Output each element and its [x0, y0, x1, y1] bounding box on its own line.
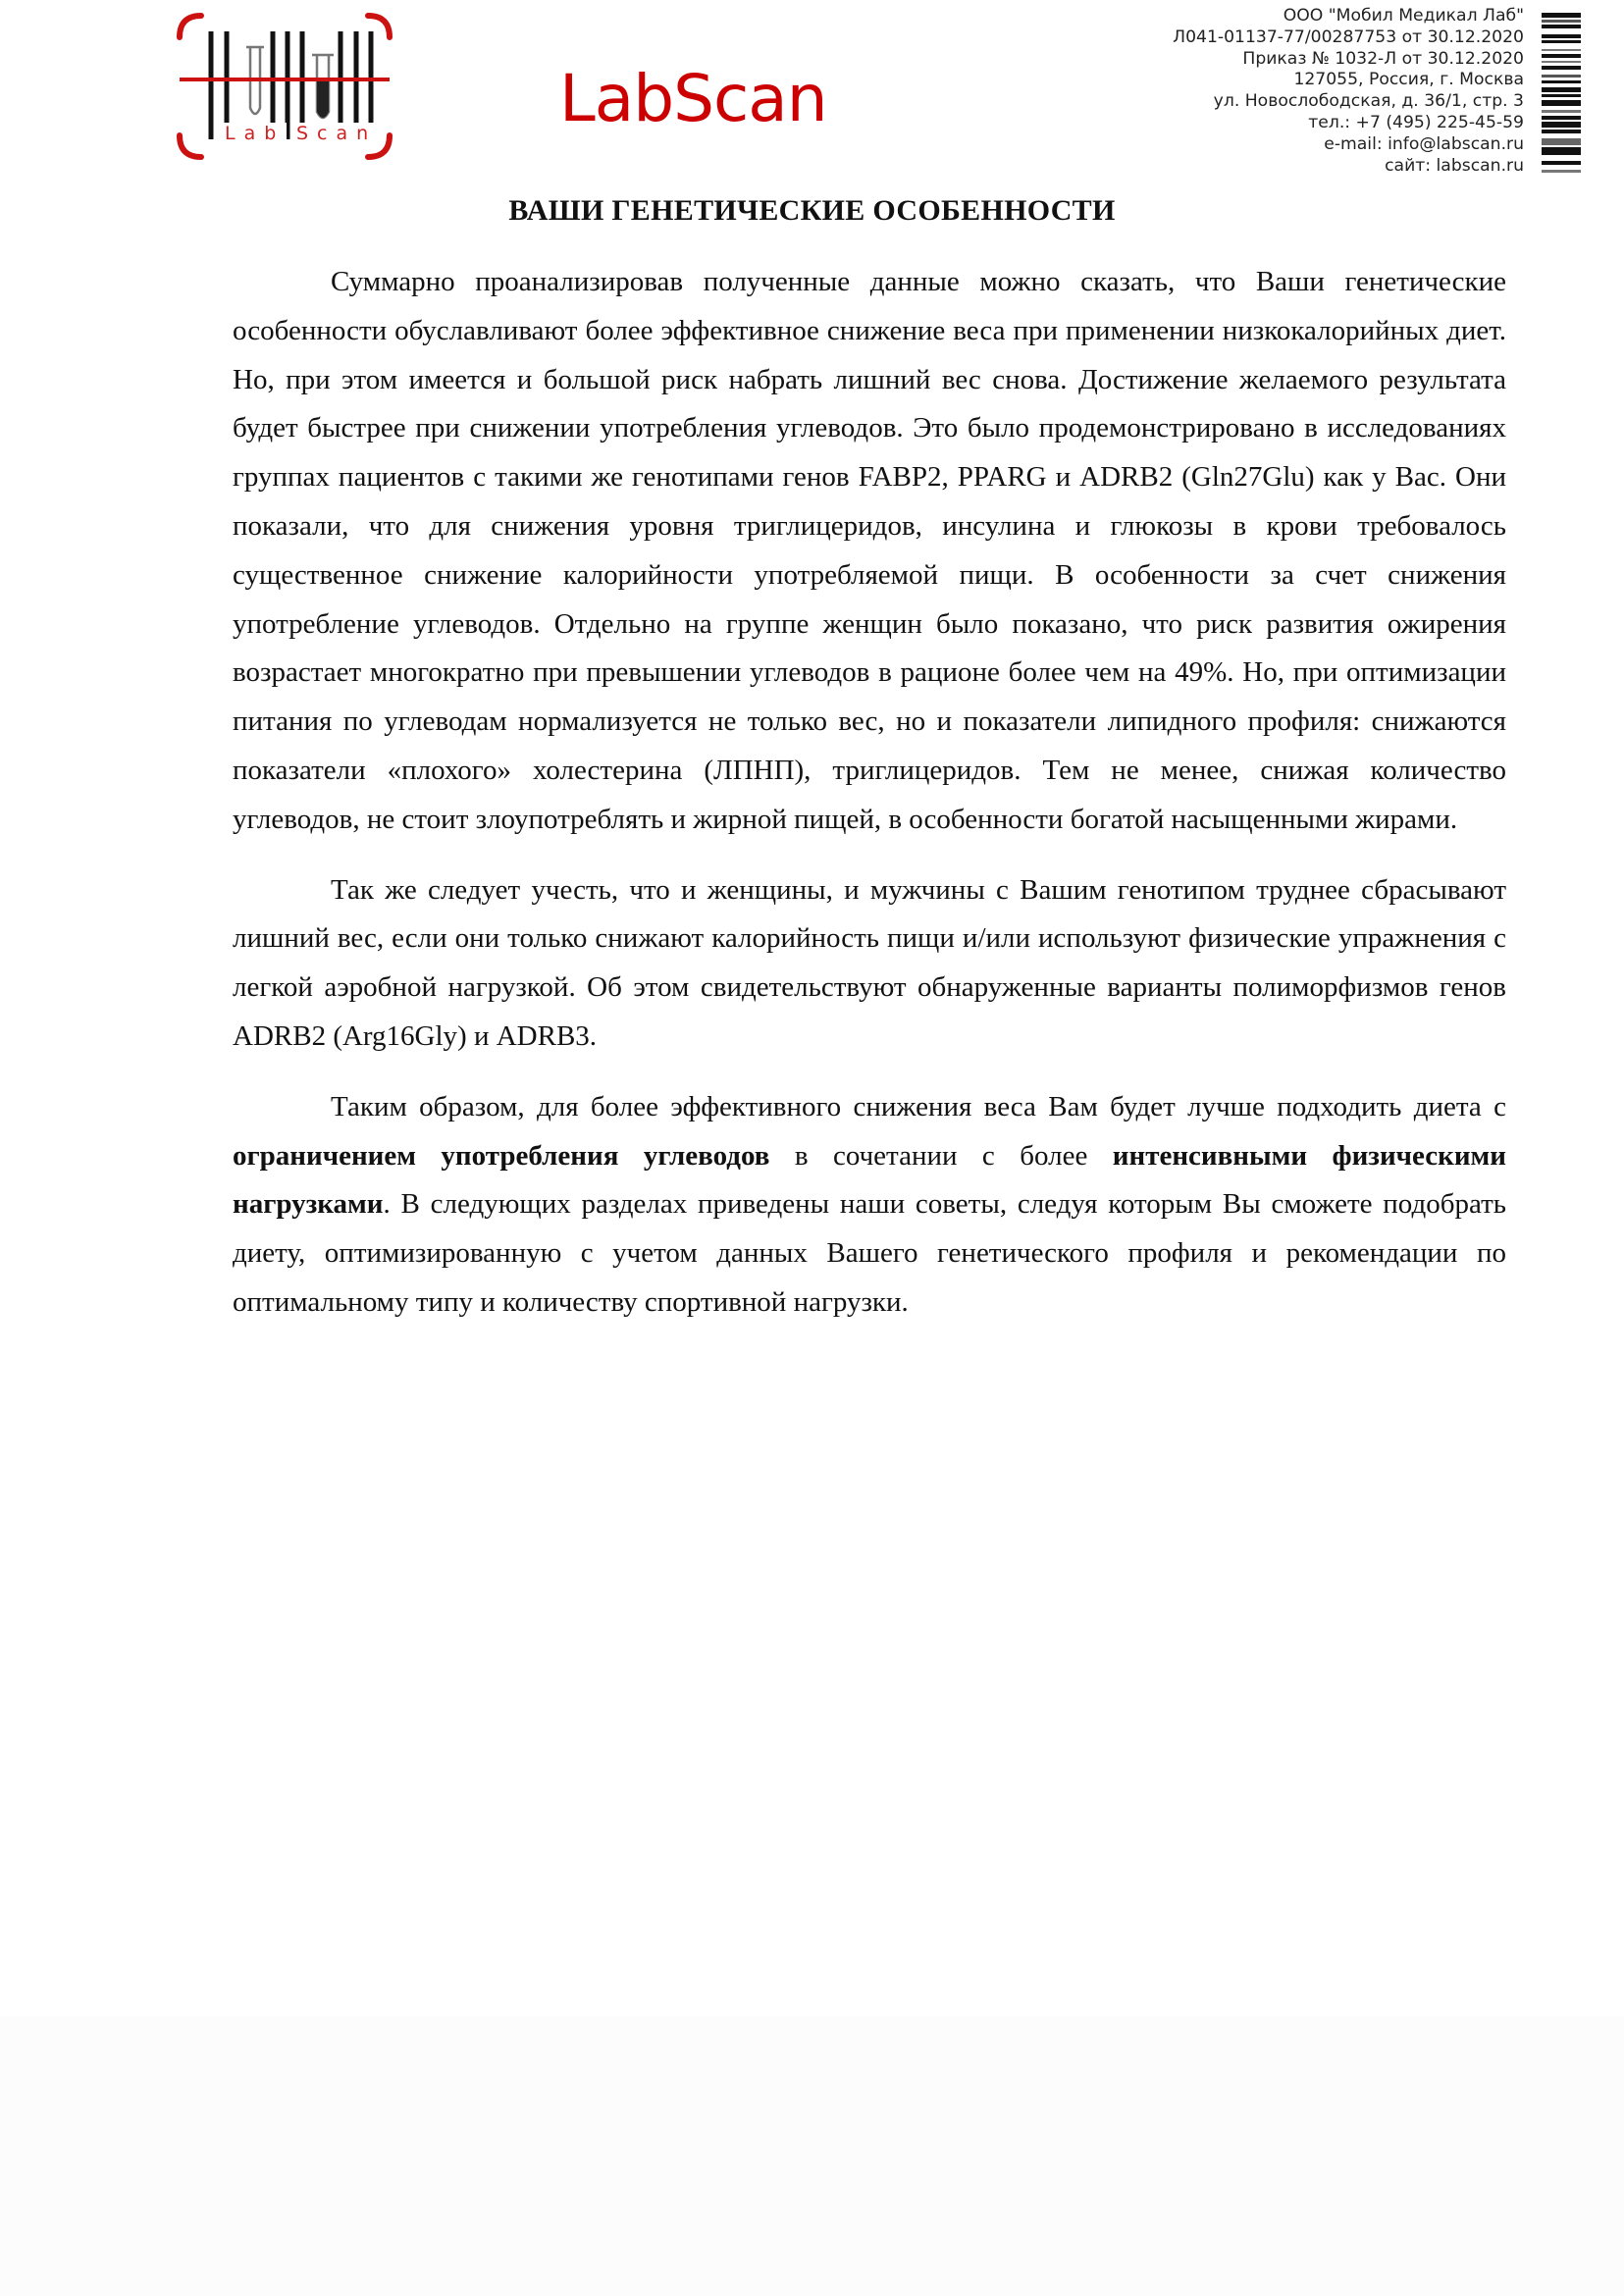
paragraph-summary: Суммарно проанализировав полученные данные можно сказать, что Ваши генетические особенности обуславливают более эффективное снижение веса при применении низкокалорийных диет. Но, при этом имеется и большой риск набрать лишний вес снова. Достижение желаемого результата будет быстрее при снижении употребления углеводов. Это было продемонстрировано в исследованиях группах пациентов с такими же генотипами генов FABP2, PPARG и ADRB2 (Gln27Glu) как у Вас. Они показали, что для снижения уровня триглицеридов, инсулина и глюкозы в крови требовалось существенное снижение калорийности употребляемой пищи. В особенности за счет снижения употребление углеводов. Отдельно на группе женщин было показано, что риск развития ожирения возрастает многократно при превышении углеводов в рационе более чем на 49%. Но, при оптимизации питания по углеводам нормализуется не только вес, но и показатели липидного профиля: снижаются показатели «плохого» холестерина (ЛПНП), триглицеридов. Тем не менее, снижая количество углеводов, не стоит злоупотреблять и жирной пищей, в особенности богатой насыщенными жирами.: [233, 266, 1506, 835]
street-address: ул. Новослободская, д. 36/1, стр. 3: [1213, 91, 1524, 112]
paragraph-conclusion: [233, 1083, 1506, 1328]
website: сайт: labscan.ru: [1385, 155, 1524, 176]
page-bottom-band: [0, 2016, 1624, 2296]
company-name: ООО "Мобил Медикал Лаб": [1283, 6, 1524, 26]
paragraph-genotype-note: Так же следует учесть, что и женщины, и мужчины с Вашим генотипом труднее сбрасывают лишний вес, если они только снижают калорийность пищи и/или используют физические упражнения с легкой аэробной нагрузкой. Об этом свидетельствуют обнаруженные варианты полиморфизмов генов ADRB2 (Arg16Gly) и ADRB3.: [233, 873, 1506, 1052]
order-number: Приказ № 1032-Л от 30.12.2020: [1242, 48, 1524, 69]
phone: тел.: +7 (495) 225-45-59: [1308, 112, 1524, 132]
email: e-mail: info@labscan.ru: [1324, 133, 1524, 154]
logo-small-scan: Scan: [296, 123, 378, 144]
barcode-scan-logo-icon: [172, 10, 397, 172]
labscan-logo: [172, 10, 827, 172]
license-number: Л041-01137-77/00287753 от 30.12.2020: [1173, 26, 1524, 47]
logo-wordmark: LabScan: [559, 61, 827, 136]
page-title: ВАШИ ГЕНЕТИЧЕСКИЕ ОСОБЕННОСТИ: [508, 194, 1116, 227]
logo-small-lab: Lab: [225, 123, 286, 144]
company-info: [1173, 6, 1524, 177]
conclusion-text-1: Таким образом, для более эффективного снижения веса Вам будет лучше подходить диета с: [331, 1090, 1506, 1122]
postal-city: 127055, Россия, г. Москва: [1293, 70, 1524, 90]
conclusion-bold-exercise: интенсивными физическими нагрузками: [233, 1139, 1506, 1221]
conclusion-text-3: . В следующих разделах приведены наши советы, следуя которым Вы сможете подобрать диету, оптимизированную с учетом данных Вашего генетического профиля и рекомендации по оптимальному типу и количеству спортивной нагрузки.: [233, 1188, 1506, 1318]
conclusion-text-2: в сочетании с более: [769, 1139, 1113, 1172]
document-body: [233, 258, 1506, 1349]
vertical-barcode-icon: [1542, 13, 1581, 180]
conclusion-bold-carbs: ограничением употребления углеводов: [233, 1139, 770, 1172]
